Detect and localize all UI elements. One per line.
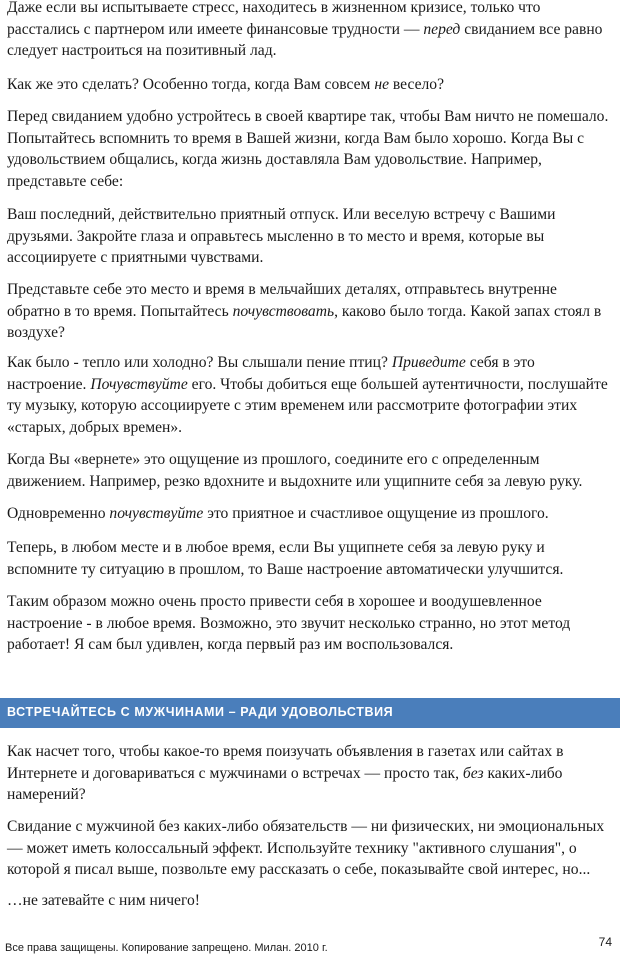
emphasis-text: перед xyxy=(423,20,461,38)
emphasis-text: почувствуйте xyxy=(109,505,204,522)
page-number: 74 xyxy=(598,935,612,949)
paragraph-conclusion: Таким образом можно очень просто привести себя в хорошее и воодушевленное настроение - в любое время. Возможно, это звучит несколько странно, но этот метод работает! Я сам был удивлен, когда первый раз им воспользовался. xyxy=(7,593,571,653)
emphasis-text: Приведите xyxy=(391,354,466,371)
emphasis-text: не xyxy=(374,76,389,93)
paragraph-warm-cold: Как было - тепло или холодно? Вы слышали пение птиц? Приведите себя в это настроение. Почувствуйте его. Чтобы добиться еще большей аутентичности, послушайте ту музыку, которую ассоциируете с этим временем или рассмотрите фотографии этих «старых, добрых времен». xyxy=(7,354,608,436)
section-heading: ВСТРЕЧАЙТЕСЬ С МУЖЧИНАМИ – РАДИ УДОВОЛЬСТВИЯ xyxy=(7,705,394,719)
paragraph-stress: Даже если вы испытываете стресс, находитесь в жизненном кризисе, только что расстались с партнером или имеете финансовые трудности — перед свиданием все равно следует настроиться на позитивный лад. xyxy=(7,0,603,59)
footer-copyright: Все права защищены. Копирование запрещено. Милан. 2010 г. xyxy=(5,942,328,954)
paragraph-imagine: Представьте себе это место и время в мельчайших деталях, отправьтесь внутренне обратно в то время. Попытайтесь почувствовать, каково было тогда. Какой запах стоял в воздухе? xyxy=(7,281,602,341)
paragraph-anytime: Теперь, в любом месте и в любое время, если Вы ущипнете себя за левую руку и вспомните ту ситуацию в прошлом, то Ваше настроение автоматически улучшится. xyxy=(7,539,564,578)
paragraph-vacation: Ваш последний, действительно приятный отпуск. Или веселую встречу с Вашими друзьями. Закройте глаза и оправьтесь мысленно в то место и время, которые вы ассоциируете с приятными чувствами. xyxy=(7,206,556,266)
paragraph-no-strings: Свидание с мужчиной без каких-либо обязательств — ни физических, ни эмоциональных — может иметь колоссальный эффект. Используйте технику "активного слушания", о которой я писал выше, позвольте ему рассказать о себе, показывайте свой интерес, но... xyxy=(7,818,605,878)
paragraph-how: Как же это сделать? Особенно тогда, когда Вам совсем не весело? xyxy=(7,76,445,93)
paragraph-preparation: Перед свиданием удобно устройтесь в своей квартире так, чтобы Вам ничто не помешало. Попытайтесь вспомнить то время в Вашей жизни, когда Вам было хорошо. Когда Вы с удовольствием общались, когда жизнь доставляла Вам удовольствие. Например, представьте себе: xyxy=(7,108,609,190)
emphasis-text: без xyxy=(462,764,484,782)
paragraph-nothing: …не затевайте с ним ничего! xyxy=(7,892,200,909)
paragraph-movement: Когда Вы «вернете» это ощущение из прошлого, соедините его с определенным движением. Например, резко вдохните и выдохните или ущипните себя за левую руку. xyxy=(7,451,583,490)
emphasis-text: почувствовать xyxy=(232,302,335,320)
paragraph-ads: Как насчет того, чтобы какое-то время поизучать объявления в газетах или сайтах в Интернете и договариваться с мужчинами о встречах — просто так, без каких-либо намерений? xyxy=(7,743,564,803)
emphasis-text: Почувствуйте xyxy=(90,375,188,393)
paragraph-simultaneous: Одновременно почувствуйте это приятное и счастливое ощущение из прошлого. xyxy=(7,505,549,522)
section-heading-bar xyxy=(0,698,620,728)
